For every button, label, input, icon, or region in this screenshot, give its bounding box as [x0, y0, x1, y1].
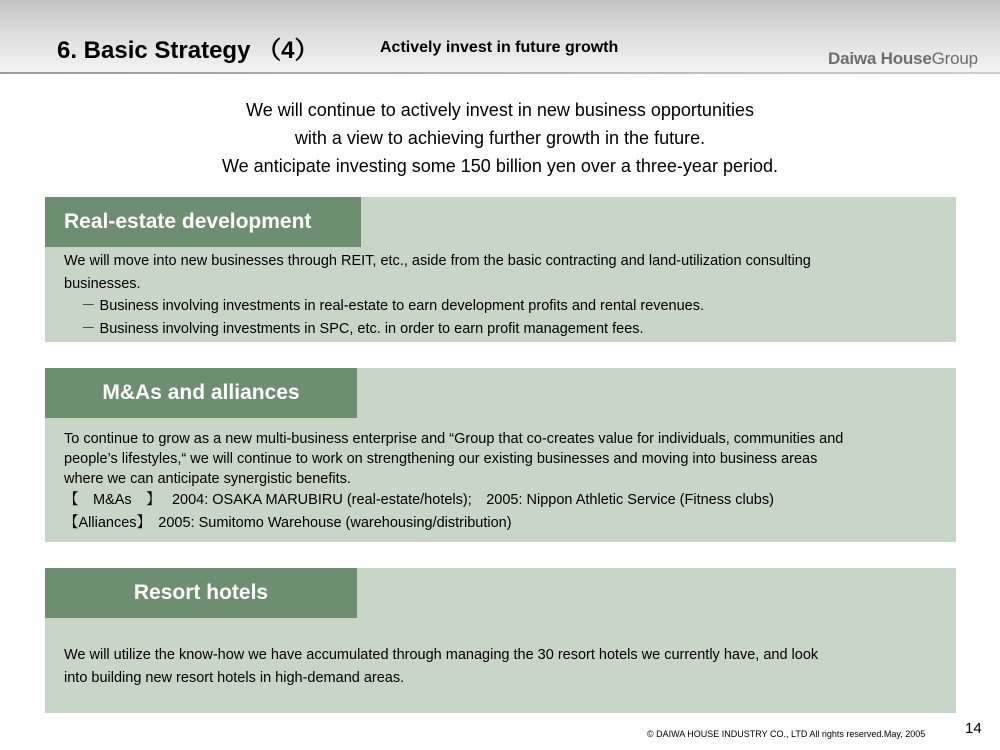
page-title: 6. Basic Strategy （4） — [57, 37, 319, 64]
body-line: To continue to grow as a new multi-business enterprise and “Group that co-creates value for individuals, communities and — [64, 431, 844, 447]
body-line: businesses. — [64, 275, 141, 292]
intro-line: We anticipate investing some 150 billion yen over a three-year period. — [222, 156, 778, 176]
acquisitions-line: 【 M&As 】 2004: OSAKA MARUBIRU (real-estate/hotels); 2005: Nippon Athletic Service (Fitness clubs) — [64, 492, 774, 508]
section-heading: Resort hotels — [45, 568, 357, 618]
alliances-line: 【Alliances】 2005: Sumitomo Warehouse (warehousing/distribution) — [64, 515, 512, 531]
body-line: people’s lifestyles,“ we will continue to work on strengthening our existing businesses and moving into business areas — [64, 451, 818, 467]
section-resort-hotels — [45, 568, 956, 713]
section-heading: M&As and alliances — [45, 368, 357, 418]
section-mergers-alliances — [45, 368, 956, 542]
header-divider — [0, 72, 1000, 74]
page-number: 14 — [965, 720, 982, 737]
body-line: where we can anticipate synergistic benefits. — [64, 471, 351, 487]
section-heading: Real-estate development — [45, 197, 361, 247]
bullet-line: － Business involving investments in SPC, etc. in order to earn profit management fees. — [81, 320, 644, 337]
intro-line: with a view to achieving further growth in the future. — [294, 128, 706, 148]
section-real-estate — [45, 197, 956, 342]
section-body — [64, 644, 939, 689]
copyright-notice: © DAIWA HOUSE INDUSTRY CO., LTD All rights reserved.May, 2005 — [647, 729, 926, 739]
section-body — [64, 250, 939, 340]
intro-text — [0, 96, 1000, 180]
body-line: We will utilize the know-how we have accumulated through managing the 30 resort hotels we currently have, and look — [64, 647, 819, 663]
page-subtitle: Actively invest in future growth — [380, 39, 619, 56]
section-body — [64, 429, 939, 535]
bullet-line: － Business involving investments in real-estate to earn development profits and rental revenues. — [81, 298, 705, 314]
intro-line: We will continue to actively invest in new business opportunities — [246, 100, 754, 120]
logo-light-text: Group — [931, 49, 978, 68]
body-line: into building new resort hotels in high-demand areas. — [64, 669, 405, 686]
company-logo — [828, 49, 978, 69]
body-line: We will move into new businesses through REIT, etc., aside from the basic contracting and land-utilization consulting — [64, 253, 811, 269]
logo-bold-text: Daiwa House — [828, 49, 932, 68]
